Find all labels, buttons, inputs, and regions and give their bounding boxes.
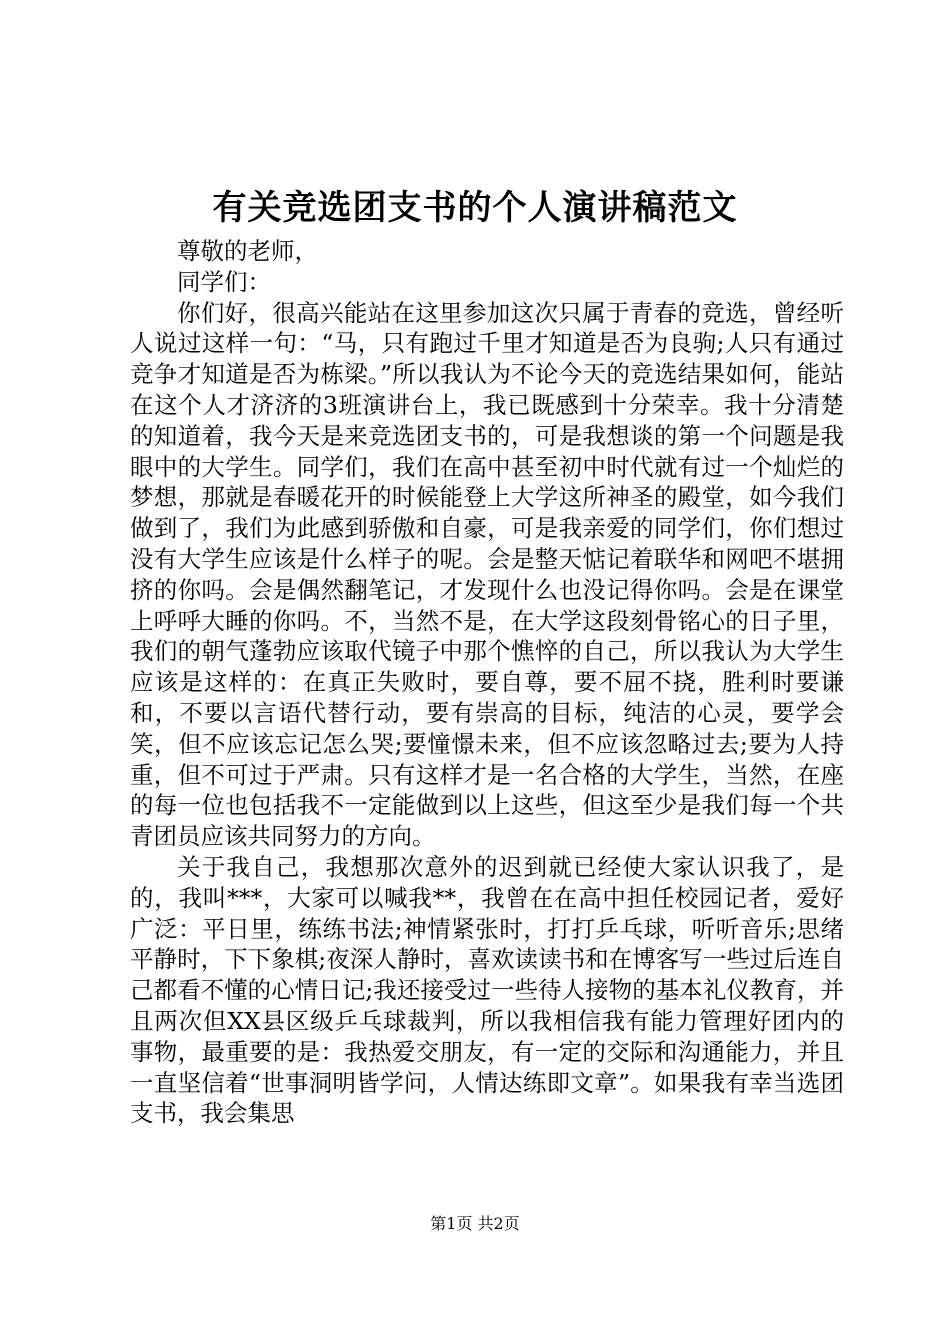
body-paragraph-2: 关于我自己，我想那次意外的迟到就已经使大家认识我了，是的，我叫***，大家可以喊我**，我曾在在高中担任校园记者，爱好广泛：平日里，练练书法;神情紧张时，打打乒乓球，听听音乐;思绪平静时，下下象棋;夜深人静时，喜欢读读书和在博客写一些过后连自己都看不懂的心情日记;我还接受过一些待人接物的基本礼仪教育，并且两次但XX县区级乒乓球裁判，所以我相信我有能力管理好团内的事物，最重要的是：我热爱交朋友，有一定的交际和沟通能力，并且一直坚信着“世事洞明皆学问，人情达练即文章”。如果我有幸当选团支书，我会集思: [130, 852, 844, 1128]
body-paragraph-1: 你们好，很高兴能站在这里参加这次只属于青春的竞选，曾经听人说过这样一句：“马，只有跑过千里才知道是否为良驹;人只有通过竞争才知道是否为栋梁。”所以我认为不论今天的竞选结果如何，能站在这个人才济济的3班演讲台上，我已既感到十分荣幸。我十分清楚的知道着，我今天是来竞选团支书的，可是我想谈的第一个问题是我眼中的大学生。同学们，我们在高中甚至初中时代就有过一个灿烂的梦想，那就是春暖花开的时候能登上大学这所神圣的殿堂，如今我们做到了，我们为此感到骄傲和自豪，可是我亲爱的同学们，你们想过没有大学生应该是什么样子的呢。会是整天惦记着联华和网吧不堪拥挤的你吗。会是偶然翻笔记，才发现什么也没记得你吗。会是在课堂上呼呼大睡的你吗。不，当然不是，在大学这段刻骨铭心的日子里，我们的朝气蓬勃应该取代镜子中那个憔悴的自己，所以我认为大学生应该是这样的：在真正失败时，要自尊，要不屈不挠，胜利时要谦和，不要以言语代替行动，要有崇高的目标，纯洁的心灵，要学会笑，但不应该忘记怎么哭;要憧憬未来，但不应该忽略过去;要为人持重，但不可过于严肃。只有这样才是一名合格的大学生，当然，在座的每一位也包括我不一定能做到以上这些，但这至少是我们每一个共青团员应该共同努力的方向。: [130, 298, 844, 851]
document-title: 有关竞选团支书的个人演讲稿范文: [212, 188, 738, 228]
salutation-line-2: 同学们：: [177, 267, 271, 296]
document-body: [130, 236, 844, 1129]
salutation-line-1: 尊敬的老师，: [177, 237, 318, 265]
page-number-footer: 第1页 共2页: [430, 1214, 520, 1233]
